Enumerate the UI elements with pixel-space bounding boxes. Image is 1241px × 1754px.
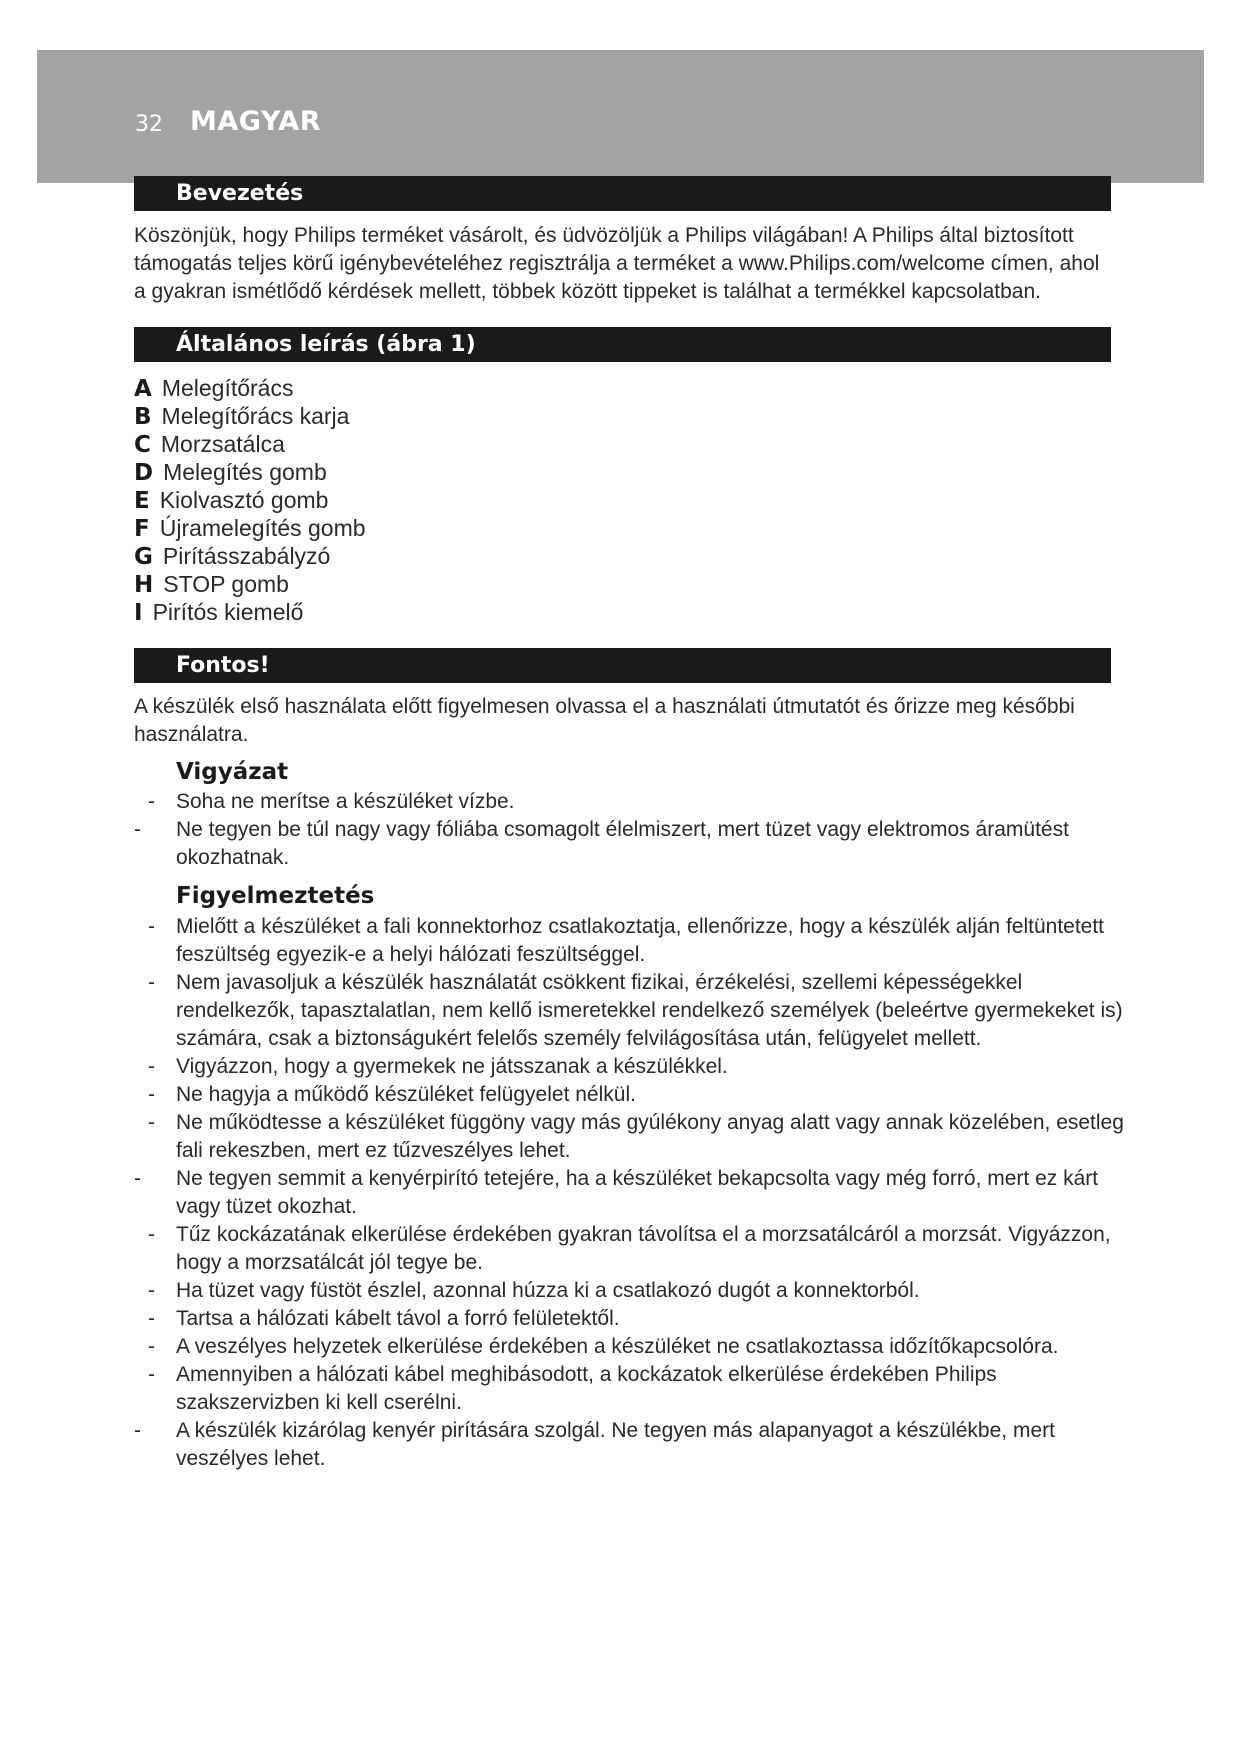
- warning-item-text: Nem javasoljuk a készülék használatát csökkent fizikai, érzékelési, szellemi képességekkel rendelkezők, tapasztalatlan, nem kellő ismeretekkel rendelkező személyek (beleértve gyermekeket is) számára, csak a biztonságukért felelős személy felvilágosítása után, felügyelet mellett.: [176, 971, 1123, 1050]
- list-item: [134, 514, 366, 542]
- list-item: - A készülék kizárólag kenyér pirítására szolgál. Ne tegyen más alapanyagot a készülékbe, mert veszélyes lehet.: [134, 1419, 1055, 1470]
- warning-item-text: A készülék kizárólag kenyér pirítására szolgál. Ne tegyen más alapanyagot a készülékbe, mert veszélyes lehet.: [176, 1419, 1055, 1470]
- list-item: [134, 542, 366, 570]
- list-item: [134, 430, 366, 458]
- part-label: Melegítőrács: [161, 375, 294, 401]
- list-item: [134, 374, 366, 402]
- list-item: - A veszélyes helyzetek elkerülése érdekében a készüléket ne csatlakoztassa időzítőkapcsolóra.: [148, 1335, 1059, 1358]
- warning-heading: Figyelmeztetés: [176, 883, 375, 909]
- list-item: - Ne működtesse a készüléket függöny vagy más gyúlékony anyag alatt vagy annak közelében, esetleg fali rekeszben, mert ez tűzveszélyes lehet.: [148, 1111, 1124, 1162]
- list-item: - Ha tüzet vagy füstöt észlel, azonnal húzza ki a csatlakozó dugót a konnektorból.: [148, 1279, 920, 1302]
- list-item: [134, 570, 366, 598]
- page-language-title: MAGYAR: [190, 106, 321, 137]
- part-letter: E: [134, 488, 150, 514]
- part-label: Pirításszabályzó: [162, 543, 331, 569]
- list-item: - Tűz kockázatának elkerülése érdekében gyakran távolítsa el a morzsatálcáról a morzsát. Vigyázzon, hogy a morzsatálcát jól tegye be.: [148, 1223, 1111, 1274]
- list-item: - Ne tegyen semmit a kenyérpirító tetejére, ha a készüléket bekapcsolta vagy még forró, mert ez kárt vagy tüzet okozhat.: [134, 1167, 1099, 1218]
- part-letter: D: [134, 460, 154, 486]
- important-paragraph: A készülék első használata előtt figyelmesen olvassa el a használati útmutatót és őrizze meg későbbi használatra.: [134, 695, 1075, 746]
- warning-item-text: Mielőtt a készüléket a fali konnektorhoz csatlakoztatja, ellenőrizze, hogy a készülék alján feltüntetett feszültség egyezik-e a helyi hálózati feszültséggel.: [176, 915, 1105, 966]
- part-label: Melegítés gomb: [163, 459, 327, 485]
- warning-item-text: A veszélyes helyzetek elkerülése érdekében a készüléket ne csatlakoztassa időzítőkapcsolóra.: [176, 1335, 1059, 1358]
- page-number: 32: [135, 112, 163, 137]
- warning-item-text: Tartsa a hálózati kábelt távol a forró felületektől.: [176, 1307, 620, 1330]
- section-heading-description: Általános leírás (ábra 1): [134, 327, 1111, 362]
- warning-item-text: Tűz kockázatának elkerülése érdekében gyakran távolítsa el a morzsatálcáról a morzsát. Vigyázzon, hogy a morzsatálcát jól tegye be.: [176, 1223, 1111, 1274]
- list-item: [134, 486, 366, 514]
- warning-item-text: Vigyázzon, hogy a gyermekek ne játsszanak a készülékkel.: [176, 1055, 728, 1078]
- warning-item-text: Ne hagyja a működő készüléket felügyelet nélkül.: [176, 1083, 636, 1106]
- warning-item-text: Ne tegyen semmit a kenyérpirító tetejére, ha a készüléket bekapcsolta vagy még forró, mert ez kárt vagy tüzet okozhat.: [176, 1167, 1099, 1218]
- part-letter: C: [134, 432, 151, 458]
- part-label: Melegítőrács karja: [161, 403, 350, 429]
- part-label: Morzsatálca: [160, 431, 285, 457]
- list-item: [134, 598, 366, 626]
- danger-item-text: Soha ne merítse a készüléket vízbe.: [176, 790, 515, 813]
- part-letter: A: [134, 376, 152, 402]
- warning-item-text: Amennyiben a hálózati kábel meghibásodott, a kockázatok elkerülése érdekében Philips szakszervizben ki kell cserélni.: [176, 1363, 997, 1414]
- parts-list: [134, 374, 366, 626]
- warning-item-text: Ne működtesse a készüléket függöny vagy más gyúlékony anyag alatt vagy annak közelében, esetleg fali rekeszben, mert ez tűzveszélyes lehet.: [176, 1111, 1124, 1162]
- list-item: - Ne tegyen be túl nagy vagy fóliába csomagolt élelmiszert, mert tüzet vagy elektromos áramütést okozhatnak.: [134, 818, 1069, 869]
- section-heading-intro: Bevezetés: [134, 176, 1111, 211]
- list-item: - Ne hagyja a működő készüléket felügyelet nélkül.: [148, 1083, 636, 1106]
- danger-item-text: Ne tegyen be túl nagy vagy fóliába csomagolt élelmiszert, mert tüzet vagy elektromos áramütést okozhatnak.: [176, 818, 1069, 869]
- part-letter: G: [134, 544, 153, 570]
- intro-paragraph: Köszönjük, hogy Philips terméket vásárolt, és üdvözöljük a Philips világában! A Philips által biztosított támogatás teljes körű igénybevételéhez regisztrálja a terméket a www.Philips.com/welcome címen, ahol a gyakran ismétlődő kérdések mellett, többek között tippeket is találhat a termékkel kapcsolatban.: [134, 224, 1100, 303]
- warning-item-text: Ha tüzet vagy füstöt észlel, azonnal húzza ki a csatlakozó dugót a konnektorból.: [176, 1279, 920, 1302]
- part-label: STOP gomb: [163, 571, 289, 597]
- part-letter: B: [134, 404, 152, 430]
- part-letter: I: [134, 600, 143, 626]
- part-label: Kiolvasztó gomb: [159, 487, 329, 513]
- list-item: - Amennyiben a hálózati kábel meghibásodott, a kockázatok elkerülése érdekében Philips szakszervizben ki kell cserélni.: [148, 1363, 997, 1414]
- danger-list: [134, 788, 1124, 872]
- part-letter: F: [134, 516, 150, 542]
- list-item: - Vigyázzon, hogy a gyermekek ne játsszanak a készülékkel.: [148, 1055, 728, 1078]
- list-item: - Mielőtt a készüléket a fali konnektorhoz csatlakoztatja, ellenőrizze, hogy a készülék alján feltüntetett feszültség egyezik-e a helyi hálózati feszültséggel.: [148, 915, 1105, 966]
- warning-list: [134, 913, 1124, 1473]
- part-letter: H: [134, 572, 154, 598]
- part-label: Újramelegítés gomb: [159, 515, 366, 541]
- danger-heading: Vigyázat: [176, 759, 289, 785]
- list-item: [134, 458, 366, 486]
- section-heading-important: Fontos!: [134, 648, 1111, 683]
- part-label: Pirítós kiemelő: [152, 599, 304, 625]
- list-item: - Soha ne merítse a készüléket vízbe.: [148, 790, 515, 813]
- list-item: - Tartsa a hálózati kábelt távol a forró felületektől.: [148, 1307, 620, 1330]
- list-item: [134, 402, 366, 430]
- list-item: - Nem javasoljuk a készülék használatát csökkent fizikai, érzékelési, szellemi képességekkel rendelkezők, tapasztalatlan, nem kellő ismeretekkel rendelkező személyek (beleértve gyermekeket is) számára, csak a biztonságukért felelős személy felvilágosítása után, felügyelet mellett.: [148, 971, 1123, 1050]
